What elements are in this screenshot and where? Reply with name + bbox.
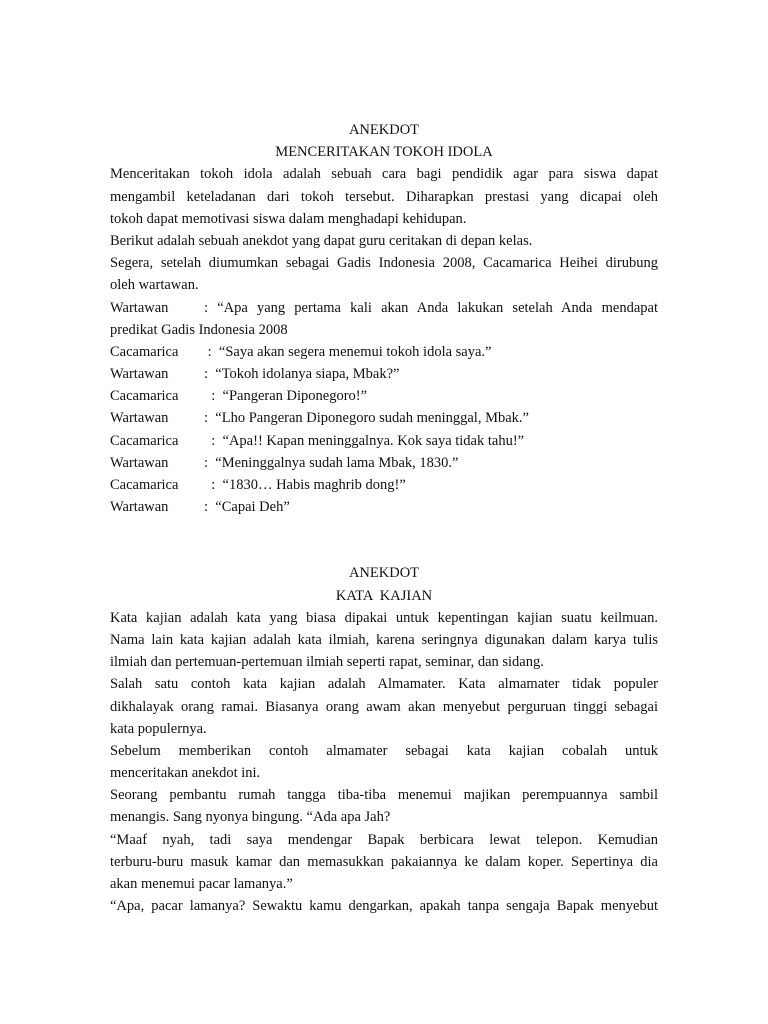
section1-subtitle: MENCERITAKAN TOKOH IDOLA — [275, 144, 493, 161]
paragraph-line: “Apa, pacar lamanya? Sewaktu kamu dengarkan, apakah tanpa sengaja Bapak menyebut — [110, 898, 658, 915]
paragraph-line: oleh wartawan. — [110, 277, 199, 294]
section1-intro — [110, 163, 658, 296]
section-spacer — [110, 518, 658, 562]
paragraph-line: “Maaf nyah, tadi saya mendengar Bapak berbicara lewat telepon. Kemudian — [110, 831, 658, 848]
paragraph-line: menceritakan anekdot ini. — [110, 765, 261, 782]
dialogue-speaker: Wartawan — [110, 299, 169, 316]
dialogue-speaker: Wartawan — [110, 410, 169, 427]
dialogue-line — [110, 297, 658, 319]
paragraph-line: Menceritakan tokoh idola adalah sebuah cara bagi pendidik agar para siswa dapat — [110, 166, 658, 183]
dialogue-text: : “Apa!! Kapan meninggalnya. Kok saya tidak tahu!” — [204, 432, 525, 449]
dialogue-speaker: Cacamarica — [110, 432, 179, 449]
paragraph-line: kata populernya. — [110, 720, 207, 737]
paragraph-line: menangis. Sang nyonya bingung. “Ada apa Jah? — [110, 809, 391, 826]
paragraph-line: Berikut adalah sebuah anekdot yang dapat guru ceritakan di depan kelas. — [110, 232, 533, 249]
dialogue-text: : “1830… Habis maghrib dong!” — [204, 477, 406, 493]
paragraph-line: Kata kajian adalah kata yang biasa dipakai untuk kepentingan kajian suatu keilmuan. — [110, 609, 658, 626]
dialogue-line — [110, 430, 658, 452]
dialogue-text: : “Pangeran Diponegoro!” — [204, 388, 368, 405]
section1-dialogue — [110, 297, 658, 519]
dialogue-speaker: Cacamarica — [110, 343, 179, 360]
paragraph-line: Segera, setelah diumumkan sebagai Gadis Indonesia 2008, Cacamarica Heihei dirubung — [110, 255, 658, 272]
dialogue-line — [110, 385, 658, 407]
section2-body — [110, 607, 658, 918]
dialogue-speaker: Wartawan — [110, 499, 169, 516]
dialogue-text: : “Tokoh idolanya siapa, Mbak?” — [204, 366, 400, 383]
dialogue-speaker: Cacamarica — [110, 388, 179, 405]
dialogue-line — [110, 363, 658, 385]
dialogue-text: : “Capai Deh” — [204, 499, 290, 516]
paragraph-line: akan menemui pacar lamanya.” — [110, 876, 293, 892]
dialogue-speaker: Wartawan — [110, 454, 169, 471]
dialogue-line — [110, 474, 658, 496]
paragraph-line: Seorang pembantu rumah tangga tiba-tiba menemui majikan perempuannya sambil — [110, 787, 658, 804]
paragraph-line: Nama lain kata kajian adalah kata ilmiah, karena seringnya digunakan dalam karya tulis — [110, 631, 658, 648]
paragraph-line: ilmiah dan pertemuan-pertemuan ilmiah seperti rapat, seminar, dan sidang. — [110, 654, 544, 671]
paragraph-line: dikhalayak orang ramai. Biasanya orang awam akan menyebut perguruan tinggi sebagai — [110, 698, 658, 715]
document-page — [110, 119, 658, 917]
dialogue-line — [110, 341, 658, 363]
paragraph-line: Salah satu contoh kata kajian adalah Almamater. Kata almamater tidak populer — [110, 676, 658, 693]
dialogue-speaker: Wartawan — [110, 366, 169, 383]
dialogue-text: : “Saya akan segera menemui tokoh idola saya.” — [204, 343, 492, 360]
paragraph-line: mengambil keteladanan dari tokoh tersebut. Diharapkan prestasi yang dicapai oleh — [110, 188, 658, 205]
dialogue-text: : “Apa yang pertama kali akan Anda lakukan setelah Anda mendapat — [204, 299, 658, 316]
section2-subtitle: KATA KAJIAN — [335, 587, 433, 604]
dialogue-text: : “Lho Pangeran Diponegoro sudah meninggal, Mbak.” — [204, 410, 529, 427]
dialogue-text: : “Meninggalnya sudah lama Mbak, 1830.” — [204, 454, 459, 471]
dialogue-line — [110, 496, 658, 518]
dialogue-line — [110, 452, 658, 474]
dialogue-speaker: Cacamarica — [110, 477, 179, 493]
dialogue-line — [110, 407, 658, 429]
paragraph-line: tokoh dapat memotivasi siswa dalam menghadapi kehidupan. — [110, 210, 467, 227]
dialogue-continuation: predikat Gadis Indonesia 2008 — [110, 321, 288, 338]
section2-title: ANEKDOT — [348, 565, 420, 582]
paragraph-line: terburu-buru masuk kamar dan memasukkan pakaiannya ke dalam koper. Sepertinya dia — [110, 853, 658, 870]
paragraph-line: Sebelum memberikan contoh almamater sebagai kata kajian cobalah untuk — [110, 742, 658, 759]
section1-title: ANEKDOT — [348, 122, 420, 138]
